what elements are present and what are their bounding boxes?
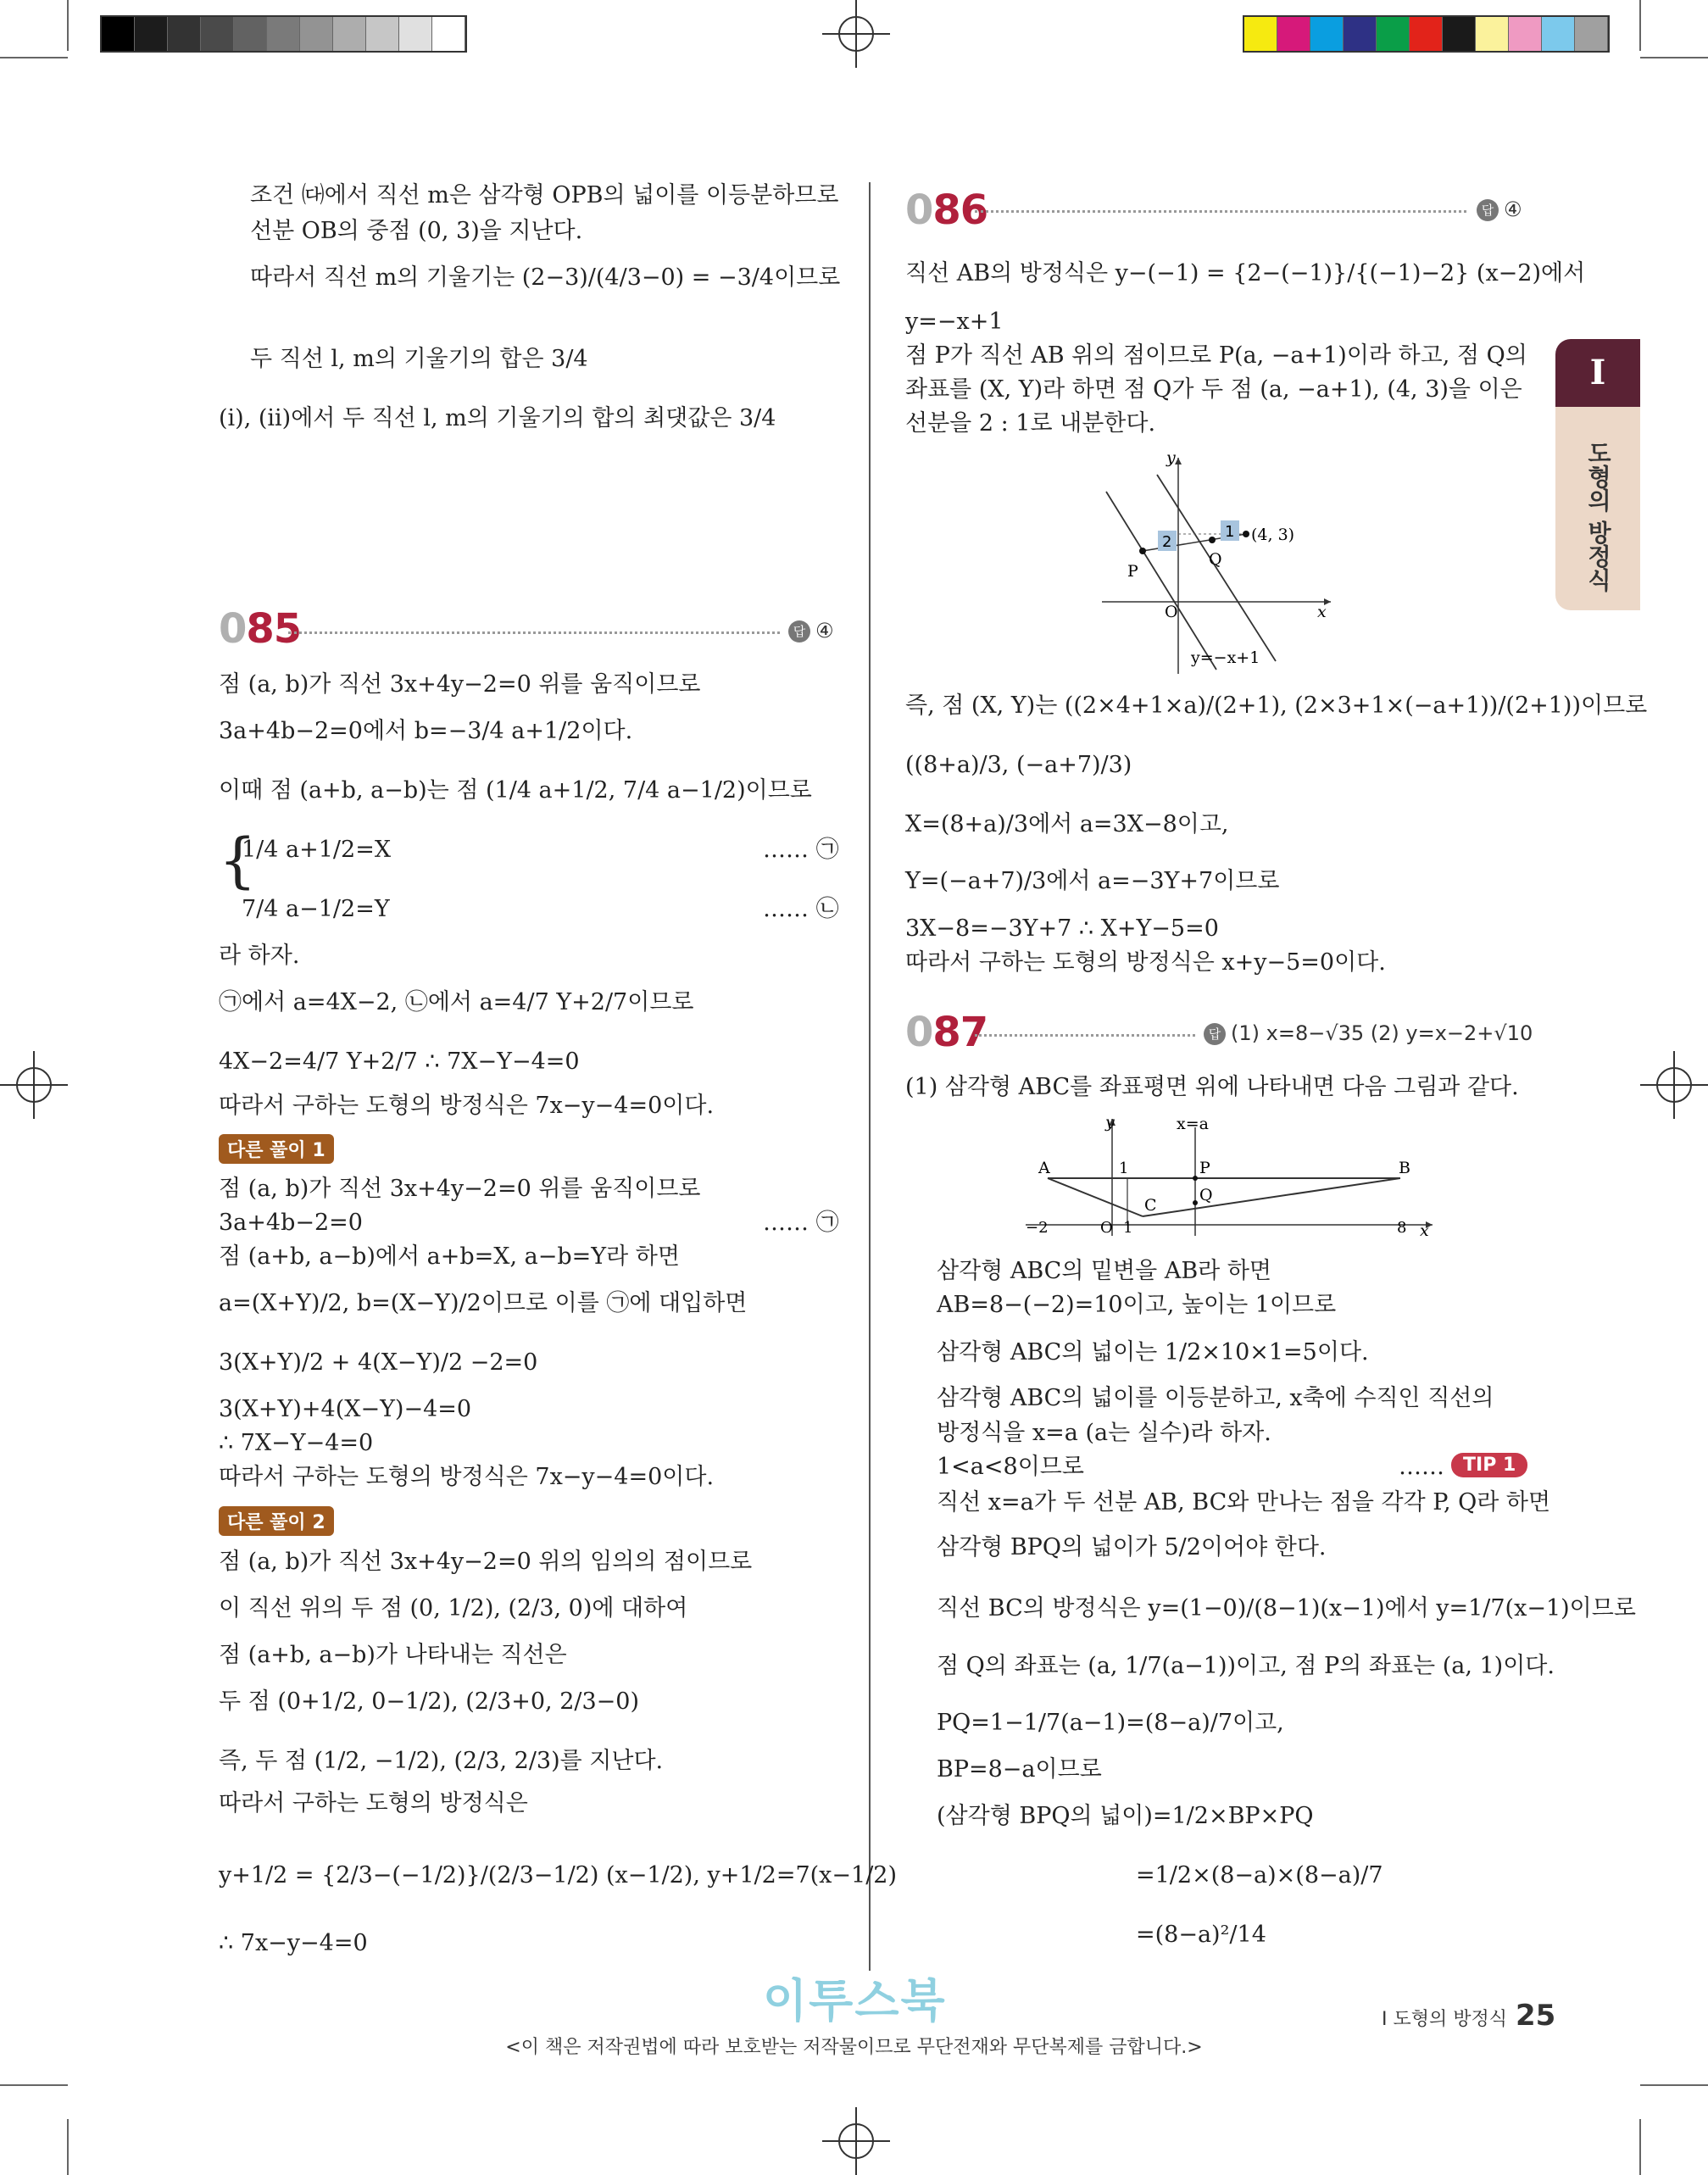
text-line: 삼각형 BPQ의 넓이가 5/2이어야 한다.	[937, 1534, 1327, 1560]
text-line: y=−x+1	[905, 309, 1004, 335]
axis-label: x	[1317, 603, 1327, 621]
text-line: ㉠에서 a=4X−2, ㉡에서 a=4/7 Y+2/7이므로	[219, 989, 694, 1015]
header-dots	[975, 1034, 1195, 1037]
text-line: 따라서 구하는 도형의 방정식은	[219, 1790, 528, 1816]
axis-label: x	[1420, 1221, 1429, 1238]
text-line: 4X−2=4/7 Y+2/7 ∴ 7X−Y−4=0	[219, 1049, 580, 1075]
text-line: 이때 점 (a+b, a−b)는 점 (1/4 a+1/2, 7/4 a−1/2)이므로	[219, 777, 812, 804]
header-dots	[975, 210, 1466, 213]
text-line: 3a+4b−2=0	[219, 1210, 363, 1236]
origin-label: O	[1100, 1219, 1113, 1237]
text-line: ((8+a)/3, (−a+7)/3)	[905, 752, 1132, 778]
text-line: 7/4 a−1/2=Y	[242, 896, 390, 922]
text-line: 이 직선 위의 두 점 (0, 1/2), (2/3, 0)에 대하여	[219, 1595, 688, 1622]
alt-solution-1-badge: 다른 풀이 1	[219, 1134, 334, 1164]
section-name: I 도형의 방정식	[1382, 2009, 1507, 2030]
answer-085: 답 ④	[788, 619, 834, 642]
point-label: P	[1199, 1159, 1210, 1177]
text-line: 점 (a, b)가 직선 3x+4y−2=0 위를 움직이므로	[219, 671, 701, 698]
point-label: B	[1399, 1159, 1410, 1177]
origin-label: O	[1165, 603, 1178, 621]
text-line: 즉, 두 점 (1/2, −1/2), (2/3, 2/3)를 지난다.	[219, 1748, 664, 1774]
tip-badge: TIP 1	[1451, 1453, 1527, 1477]
text-line: (삼각형 BPQ의 넓이)=1/2×BP×PQ	[937, 1803, 1314, 1829]
problem-number-087: 087	[905, 1009, 988, 1056]
axis-label: y	[1105, 1113, 1115, 1132]
ratio-label: 1	[1225, 523, 1235, 541]
text-line: 삼각형 ABC의 넓이는 1/2×10×1=5이다.	[937, 1339, 1369, 1366]
text-line: y+1/2 = {2/3−(−1/2)}/(2/3−1/2) (x−1/2), y+1/2=7(x−1/2)	[219, 1862, 898, 1889]
text-line: 방정식을 x=a (a는 실수)라 하자.	[937, 1420, 1271, 1446]
page-number: 25	[1516, 1999, 1556, 2033]
text-line: 점 (a, b)가 직선 3x+4y−2=0 위를 움직이므로	[219, 1176, 701, 1202]
text-line: 점 (a+b, a−b)에서 a+b=X, a−b=Y라 하면	[219, 1243, 680, 1270]
text-line: PQ=1−1/7(a−1)=(8−a)/7이고,	[937, 1710, 1284, 1736]
chapter-tab	[1555, 407, 1640, 610]
text-line: =1/2×(8−a)×(8−a)/7	[1136, 1862, 1383, 1889]
text-line: 두 점 (0+1/2, 0−1/2), (2/3+0, 2/3−0)	[219, 1688, 639, 1715]
text-line: BP=8−a이므로	[937, 1756, 1102, 1783]
text-line: 라 하자.	[219, 943, 300, 969]
answer-086: 답 ④	[1477, 197, 1522, 221]
text-line: 점 (a, b)가 직선 3x+4y−2=0 위의 임의의 점이므로	[219, 1549, 753, 1575]
text-line: 3a+4b−2=0에서 b=−3/4 a+1/2이다.	[219, 718, 633, 744]
ratio-label: 2	[1162, 533, 1172, 551]
equation-mark: …… ㉡	[763, 896, 839, 922]
text-line: (1) 삼각형 ABC를 좌표평면 위에 나타내면 다음 그림과 같다.	[905, 1074, 1519, 1100]
text-line: 직선 AB의 방정식은 y−(−1) = {2−(−1)}/{(−1)−2} (x−2)에서	[905, 260, 1586, 286]
point-label: A	[1038, 1159, 1050, 1177]
text-line: 3(X+Y)/2 + 4(X−Y)/2 −2=0	[219, 1349, 538, 1376]
equation-mark: …… ㉠	[763, 837, 839, 863]
tick-label: −2	[1026, 1219, 1049, 1237]
text-line: 삼각형 ABC의 밑변을 AB라 하면	[937, 1258, 1271, 1284]
publisher-logo: 이투스북	[763, 1974, 947, 2028]
tip-dots: ……	[1399, 1454, 1444, 1480]
text-line: 직선 BC의 방정식은 y=(1−0)/(8−1)(x−1)에서 y=1/7(x−1)이므로	[937, 1595, 1636, 1622]
text-line: ∴ 7X−Y−4=0	[219, 1430, 374, 1456]
text-line: 선분 OB의 중점 (0, 3)을 지난다.	[250, 218, 583, 244]
text-line: 따라서 구하는 도형의 방정식은 x+y−5=0이다.	[905, 949, 1386, 976]
tick-label: 1	[1119, 1160, 1129, 1177]
text-line: 직선 x=a가 두 선분 AB, BC와 만나는 점을 각각 P, Q라 하면	[937, 1489, 1551, 1516]
text-line: 3(X+Y)+4(X−Y)−4=0	[219, 1396, 472, 1422]
text-line: 점 Q의 좌표는 (a, 1/7(a−1))이고, 점 P의 좌표는 (a, 1)이다.	[937, 1653, 1555, 1679]
text-line: AB=8−(−2)=10이고, 높이는 1이므로	[937, 1292, 1337, 1318]
text-line: 점 (a+b, a−b)가 나타내는 직선은	[219, 1642, 567, 1668]
point-label: Q	[1199, 1186, 1213, 1204]
line-label: y=−x+1	[1191, 648, 1260, 667]
alt-solution-2-badge: 다른 풀이 2	[219, 1506, 334, 1536]
point-label: C	[1144, 1196, 1157, 1215]
tick-label: 8	[1397, 1219, 1407, 1237]
text-line: 1<a<8이므로	[937, 1454, 1084, 1480]
text-line: 3X−8=−3Y+7 ∴ X+Y−5=0	[905, 915, 1219, 942]
system-brace: {	[219, 826, 257, 895]
text-line: 1/4 a+1/2=X	[242, 837, 392, 863]
chapter-tab-label: 도형의 방정식	[1584, 441, 1612, 592]
text-line: 즉, 점 (X, Y)는 ((2×4+1×a)/(2+1), (2×3+1×(−a+1))/(2+1))이므로	[905, 693, 1648, 719]
chapter-tab-numeral: I	[1555, 339, 1640, 407]
text-line: 좌표를 (X, Y)라 하면 점 Q가 두 점 (a, −a+1), (4, 3)을 이은	[905, 376, 1522, 403]
text-line: 따라서 구하는 도형의 방정식은 7x−y−4=0이다.	[219, 1093, 715, 1119]
problem-number-085: 085	[219, 605, 302, 653]
tick-label: 1	[1123, 1219, 1133, 1237]
text-line: 선분을 2 : 1로 내분한다.	[905, 410, 1156, 437]
answer-087: 답 (1) x=8−√35 (2) y=x−2+√10	[1204, 1021, 1533, 1045]
text-line: 따라서 구하는 도형의 방정식은 7x−y−4=0이다.	[219, 1464, 715, 1490]
header-dots	[288, 631, 780, 634]
page-footer	[1382, 1999, 1555, 2033]
text-line: 점 P가 직선 AB 위의 점이므로 P(a, −a+1)이라 하고, 점 Q의	[905, 342, 1527, 369]
graph-086	[1093, 449, 1339, 678]
text-line: 조건 ㈐에서 직선 m은 삼각형 OPB의 넓이를 이등분하므로	[250, 182, 839, 209]
text-line: a=(X+Y)/2, b=(X−Y)/2이므로 이를 ㉠에 대입하면	[219, 1290, 748, 1316]
point-label: (4, 3)	[1251, 526, 1295, 544]
point-label: P	[1127, 562, 1138, 581]
copyright-notice: <이 책은 저작권법에 따라 보호받는 저작물이므로 무단전재와 무단복제를 금합니다.>	[505, 2037, 1203, 2058]
column-divider	[869, 182, 871, 1971]
text-line: X=(8+a)/3에서 a=3X−8이고,	[905, 811, 1229, 837]
text-line: ∴ 7x−y−4=0	[219, 1930, 368, 1956]
text-line: 두 직선 l, m의 기울기의 합은 3/4	[250, 346, 588, 372]
text-line: (ⅰ), (ⅱ)에서 두 직선 l, m의 기울기의 합의 최댓값은 3/4	[219, 405, 776, 431]
text-line: 삼각형 ABC의 넓이를 이등분하고, x축에 수직인 직선의	[937, 1385, 1494, 1411]
text-line: Y=(−a+7)/3에서 a=−3Y+7이므로	[905, 868, 1280, 894]
axis-label: y	[1166, 449, 1176, 467]
equation-mark: …… ㉠	[763, 1210, 839, 1236]
problem-number-086: 086	[905, 186, 988, 234]
text-line: 따라서 직선 m의 기울기는 (2−3)/(4/3−0) = −3/4이므로	[250, 264, 841, 291]
point-label: Q	[1209, 550, 1222, 569]
text-line: =(8−a)²/14	[1136, 1922, 1266, 1948]
graph-087	[1017, 1110, 1441, 1238]
line-label: x=a	[1177, 1115, 1209, 1133]
